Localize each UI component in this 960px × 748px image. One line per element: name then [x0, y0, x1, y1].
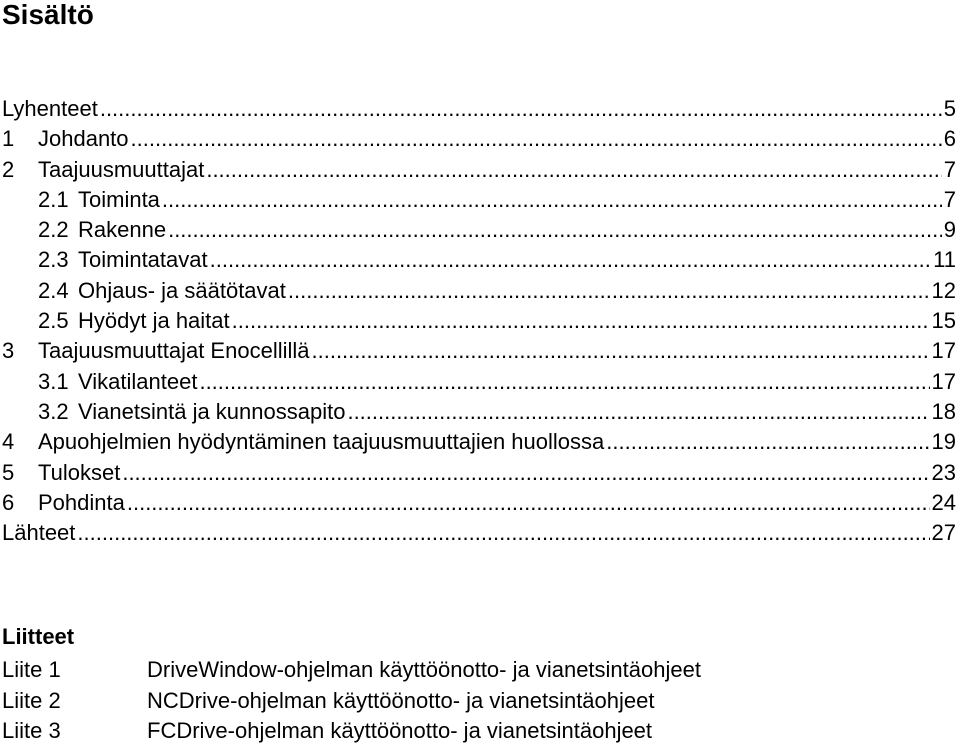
- toc-entry[interactable]: [2, 276, 956, 306]
- toc-entry[interactable]: [2, 427, 956, 457]
- toc-entry-number: 2.3: [38, 247, 69, 273]
- toc-dot-leader: [77, 518, 929, 548]
- toc-entry-label: Taajuusmuuttajat Enocellillä: [38, 338, 310, 364]
- toc-entry-page: 24: [931, 489, 956, 515]
- toc-entry[interactable]: [2, 155, 956, 185]
- toc-entry-page: 6: [943, 126, 956, 152]
- toc-dot-leader: [210, 245, 932, 275]
- toc-entry-label: Taajuusmuuttajat: [38, 156, 205, 182]
- toc-dot-leader: [199, 367, 929, 397]
- toc-entry[interactable]: [2, 518, 956, 548]
- toc-dot-leader: [162, 185, 942, 215]
- toc-entry[interactable]: [2, 185, 956, 215]
- appendix-entry-id: Liite 1: [2, 657, 61, 682]
- toc-entry-page: 7: [943, 186, 956, 212]
- appendix-entry-title: NCDrive-ohjelman käyttöönotto- ja vianetsintäohjeet: [147, 687, 655, 713]
- toc-entry-number: 5: [2, 459, 15, 485]
- toc-entry[interactable]: [2, 367, 956, 397]
- appendix-entry: [2, 716, 701, 747]
- toc-entry-label: Vianetsintä ja kunnossapito: [78, 398, 346, 424]
- toc-entry-number: 3.1: [38, 368, 69, 394]
- toc-entry-label: Tulokset: [38, 459, 121, 485]
- appendix-entry: [2, 686, 701, 717]
- toc-entry-number: 2.1: [38, 186, 69, 212]
- toc-entry[interactable]: [2, 124, 956, 154]
- toc-entry-label: Toimintatavat: [78, 247, 208, 273]
- toc-entry-label: Ohjaus- ja säätötavat: [78, 277, 286, 303]
- toc-entry-number: 4: [2, 429, 15, 455]
- toc-dot-leader: [312, 336, 930, 366]
- toc-entry-label: Johdanto: [38, 126, 129, 152]
- toc-entry-page: 5: [943, 96, 956, 121]
- toc-entry-page: 17: [931, 368, 956, 394]
- toc-entry-number: 3: [2, 338, 15, 364]
- toc-entry[interactable]: [2, 306, 956, 336]
- toc-entry-label: Apuohjelmien hyödyntäminen taajuusmuuttajien huollossa: [38, 429, 605, 455]
- appendix-list: [2, 655, 701, 747]
- toc-entry[interactable]: [2, 336, 956, 366]
- toc-entry[interactable]: [2, 488, 956, 518]
- toc-entry-page: 9: [943, 217, 956, 243]
- toc-dot-leader: [347, 397, 929, 427]
- appendix-entry-id: Liite 3: [2, 718, 61, 743]
- toc-entry[interactable]: [2, 245, 956, 275]
- toc-entry-number: 3.2: [38, 398, 69, 424]
- toc-entry-label: Hyödyt ja haitat: [78, 308, 230, 334]
- toc-dot-leader: [206, 155, 941, 185]
- toc-dot-leader: [168, 215, 942, 245]
- toc-entry-number: 2.5: [38, 308, 69, 334]
- appendix-entry-title: FCDrive-ohjelman käyttöönotto- ja vianetsintäohjeet: [147, 718, 653, 743]
- toc-entry-number: 2.2: [38, 217, 69, 243]
- toc-entry-number: 2: [2, 156, 15, 182]
- toc-entry[interactable]: [2, 397, 956, 427]
- toc-entry-number: 1: [2, 126, 15, 152]
- toc-entry[interactable]: [2, 458, 956, 488]
- toc-entry-label: Rakenne: [78, 217, 167, 243]
- appendix-entry-title: DriveWindow-ohjelman käyttöönotto- ja vianetsintäohjeet: [147, 657, 701, 682]
- toc-entry-page: 15: [931, 308, 956, 334]
- toc-dot-leader: [100, 94, 942, 124]
- toc-entry-label: Vikatilanteet: [78, 368, 198, 394]
- appendix-entry: [2, 655, 701, 686]
- toc-entry-page: 11: [933, 247, 956, 273]
- toc-dot-leader: [127, 488, 930, 518]
- toc-dot-leader: [606, 427, 929, 457]
- toc-entry-page: 18: [931, 398, 956, 424]
- toc-dot-leader: [131, 124, 942, 154]
- table-of-contents: [2, 94, 956, 548]
- toc-entry[interactable]: [2, 215, 956, 245]
- page-title: Sisältö: [2, 0, 94, 30]
- toc-dot-leader: [288, 276, 930, 306]
- toc-entry-label: Toiminta: [78, 186, 160, 212]
- toc-dot-leader: [122, 458, 929, 488]
- toc-entry-label: Lähteet: [2, 520, 76, 546]
- appendix-heading: Liitteet: [2, 624, 75, 649]
- toc-entry-page: 7: [943, 156, 956, 182]
- toc-entry-number: 2.4: [38, 277, 69, 303]
- appendix-entry-id: Liite 2: [2, 687, 61, 713]
- toc-entry-page: 27: [931, 520, 956, 546]
- toc-entry-page: 19: [931, 429, 956, 455]
- toc-dot-leader: [232, 306, 930, 336]
- toc-entry-label: Lyhenteet: [2, 96, 98, 121]
- toc-entry-label: Pohdinta: [38, 489, 125, 515]
- toc-entry-page: 23: [931, 459, 956, 485]
- toc-entry[interactable]: [2, 94, 956, 124]
- toc-entry-number: 6: [2, 489, 15, 515]
- toc-entry-page: 17: [931, 338, 956, 364]
- toc-entry-page: 12: [931, 277, 956, 303]
